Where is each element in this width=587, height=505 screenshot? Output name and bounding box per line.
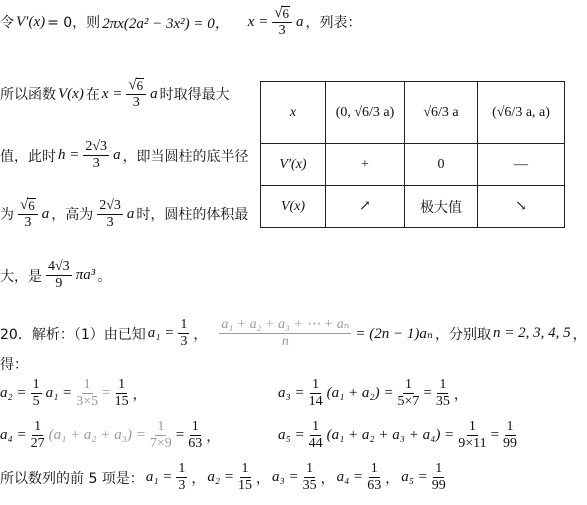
summary-line: 所以数列的前 5 项是： a₁ = $\frac{1}{3}$ ， a₂ = $\frac{1}{15}$ ， a₃ = $\frac{1}{35}$ ， a₄ = $\frac{1}{63}$ ， a₅ = $\frac{1}{99}$ — [0, 461, 446, 493]
paragraph-line-4: 大，是 $\frac{4√3}{9}$ πa³ 。 — [0, 259, 112, 291]
x-equals: x = — [247, 13, 269, 30]
a4-equation: a₄ = $\frac{1}{27}$ (a₁ + a₂ + a₃) = $\frac{1}{7\times 9}$ = $\frac{1}{63}$ ， — [0, 419, 221, 451]
prefix-text: 令 — [0, 15, 14, 31]
a5-equation: a₅ = $\frac{1}{44}$ (a₁ + a₂ + a₃ + a₄) = $\frac{1}{9\times 11}$ = $\frac{1}{99}$ — [278, 419, 518, 451]
paragraph-line-1: 所以函数 V(x) 在 x = √ 6 3 a 时取得最大 — [0, 77, 230, 110]
list-table-text: ，列表： — [305, 15, 362, 31]
a2-equation: a₂ = $\frac{1}{5}$ a₁ = $\frac{1}{3\times 5}$ = $\frac{1}{15}$ ， — [0, 377, 147, 409]
root6-over-3-fraction: √ 6 3 — [272, 6, 292, 38]
equals-zero-text: = 0，则 — [47, 15, 101, 31]
table-cell-x: x — [261, 82, 326, 144]
a3-equation: a₃ = $\frac{1}{14}$ (a₁ + a₂) = $\frac{1}{5\times 7}$ = $\frac{1}{35}$ ， — [278, 377, 468, 409]
derivative-equation-line: 令 V′(x) = 0，则 2πx(2a² − 3x²) = 0， x = √ 6 3 a ，列表： — [0, 5, 362, 38]
table-cell-critical-point: √6/3 a — [405, 82, 478, 144]
paragraph-line-3: 为 √ 6 3 a ，高为 $\frac{2√3}{3}$ a 时，圆柱的体积最 — [0, 197, 249, 230]
table-row-derivative: V′(x) + 0 — — [261, 144, 565, 186]
table-header-row — [261, 82, 565, 144]
problem20-given: 20．解析：（1）由已知 a₁ = $\frac{1}{3}$ ， $\frac{\text{a₁ + a₂ + a₃ + ⋯ + aₙ}}{n}$ = (2n − 1)aₙ ，分别取 n = 2, 3, 4, 5 ， — [0, 317, 587, 349]
paragraph-line-2: 值，此时 h = $\frac{2√3}{3}$ a ，即当圆柱的底半径 — [0, 139, 249, 171]
derivative-expression: 2πx(2a² − 3x²) = 0， — [102, 15, 230, 32]
table-cell-interval-left: (0, √6/3 a) — [326, 82, 405, 144]
table-row-function: V(x) ↗ 极大值 ↘ — [261, 186, 565, 228]
variation-table — [260, 81, 565, 228]
de-text: 得： — [0, 357, 28, 373]
derivative-symbol: V′(x) — [16, 13, 46, 30]
table-cell-interval-right: (√6/3 a, a) — [478, 82, 565, 144]
